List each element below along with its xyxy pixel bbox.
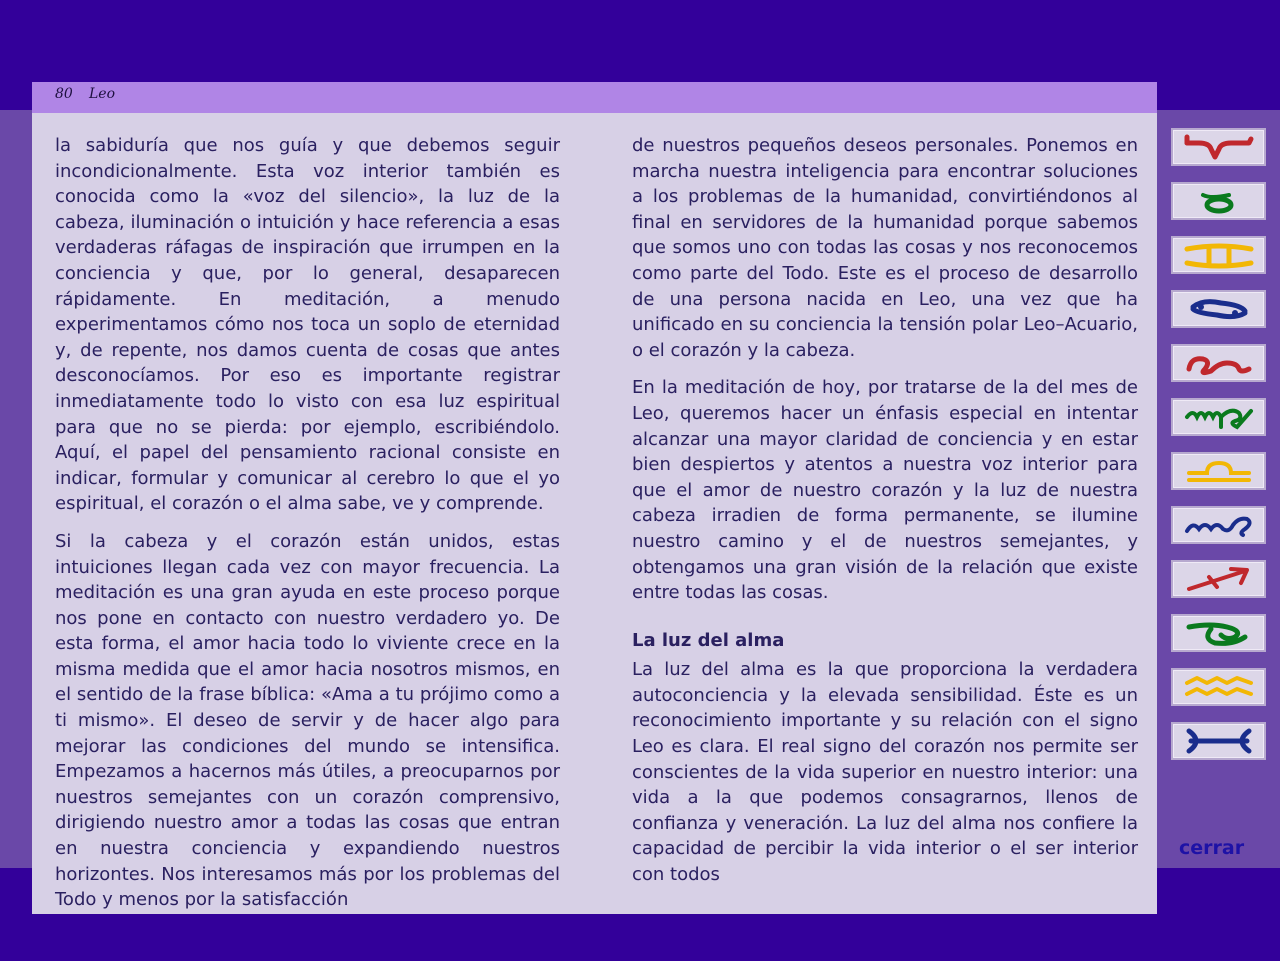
sagittarius-icon bbox=[1181, 565, 1257, 593]
zodiac-navigation bbox=[1171, 128, 1266, 776]
zodiac-button-sagittarius[interactable] bbox=[1171, 560, 1266, 598]
aries-icon bbox=[1181, 133, 1257, 161]
zodiac-button-virgo[interactable] bbox=[1171, 398, 1266, 436]
zodiac-button-leo[interactable] bbox=[1171, 344, 1266, 382]
close-link[interactable]: cerrar bbox=[1179, 837, 1245, 859]
paragraph: En la meditación de hoy, por tratarse de la del mes de Leo, queremos hacer un énfasis especial en intentar alcanzar una mayor claridad de conciencia y en estar bien despiertos y atentos a nuestra voz interior para que el amor de nuestro corazón y la luz de nuestra cabeza irradien de forma permanente, se ilumine nuestro camino y el de nuestros semejantes, y obtengamos una gran visión de la relación que existe entre todas las cosas. bbox=[632, 377, 1138, 604]
libra-icon bbox=[1181, 457, 1257, 485]
section-heading: La luz del alma bbox=[632, 629, 785, 651]
zodiac-button-cancer[interactable] bbox=[1171, 290, 1266, 328]
capricorn-icon bbox=[1181, 619, 1257, 647]
left-column bbox=[55, 133, 560, 925]
page-number: 80 bbox=[55, 86, 73, 102]
book-page bbox=[32, 82, 1157, 914]
paragraph: la sabiduría que nos guía y que debemos seguir incondicionalmente. Esta voz interior también es conocida como la «voz del silencio», la luz de la cabeza, iluminación o intuición y hace referencia a esas verdaderas ráfagas de inspiración que irrumpen en la conciencia y que, por lo general, desaparecen rápidamente. En meditación, a menudo experimentamos cómo nos toca un soplo de eternidad y, de repente, nos damos cuenta de cosas que antes desconocíamos. Por eso es importante registrar inmediatamente todo lo visto con esa luz espiritual para que no se pierda: por ejemplo, escribiéndolo. Aquí, el papel del pensamiento racional consiste en indicar, formular y comunicar al cerebro lo que el yo espiritual, el corazón o el alma sabe, ve y comprende. bbox=[55, 135, 560, 515]
scorpio-icon bbox=[1181, 511, 1257, 539]
zodiac-button-aquarius[interactable] bbox=[1171, 668, 1266, 706]
pisces-icon bbox=[1181, 727, 1257, 755]
zodiac-button-aries[interactable] bbox=[1171, 128, 1266, 166]
paragraph: La luz del alma es la que proporciona la verdadera autoconciencia y la elevada sensibilidad. Éste es un reconocimiento importante y su relación con el signo Leo es clara. El real signo del corazón nos permite ser conscientes de la vida superior en nuestro interior: una vida a la que podemos consagrarnos, llenos de confianza y veneración. La luz del alma nos confiere la capacidad de percibir la vida interior o el ser interior con todos bbox=[632, 659, 1138, 886]
zodiac-button-taurus[interactable] bbox=[1171, 182, 1266, 220]
page-header bbox=[32, 82, 1157, 113]
gemini-icon bbox=[1181, 241, 1257, 269]
right-column bbox=[632, 133, 1138, 900]
zodiac-button-pisces[interactable] bbox=[1171, 722, 1266, 760]
zodiac-button-capricorn[interactable] bbox=[1171, 614, 1266, 652]
zodiac-button-libra[interactable] bbox=[1171, 452, 1266, 490]
zodiac-button-gemini[interactable] bbox=[1171, 236, 1266, 274]
chapter-title: Leo bbox=[89, 86, 116, 102]
leo-icon bbox=[1181, 349, 1257, 377]
taurus-icon bbox=[1181, 187, 1257, 215]
paragraph: Si la cabeza y el corazón están unidos, estas intuiciones llegan cada vez con mayor frecuencia. La meditación es una gran ayuda en este proceso porque nos pone en contacto con nuestro verdadero yo. De esta forma, el amor hacia todo lo viviente crece en la misma medida que el amor hacia nosotros mismos, en el sentido de la frase bíblica: «Ama a tu prójimo como a ti mismo». El deseo de servir y de hacer algo para mejorar las condiciones del mundo se intensifica. Empezamos a hacernos más útiles, a preocuparnos por nuestros semejantes con un corazón comprensivo, dirigiendo nuestro amor a todas las cosas que entran en nuestra conciencia y expandiendo nuestros horizontes. Nos interesamos más por los problemas del Todo y menos por la satisfacción bbox=[55, 530, 560, 911]
paragraph: de nuestros pequeños deseos personales. Ponemos en marcha nuestra inteligencia para encontrar soluciones a los problemas de la humanidad, convirtiéndonos al final en servidores de la humanidad porque sabemos que somos uno con todas las cosas y nos reconocemos como parte del Todo. Este es el proceso de desarrollo de una persona nacida en Leo, una vez que ha unificado en su conciencia la tensión polar Leo–Acuario, o el corazón y la cabeza. bbox=[632, 135, 1138, 361]
virgo-icon bbox=[1181, 403, 1257, 431]
cancer-icon bbox=[1181, 295, 1257, 323]
zodiac-button-scorpio[interactable] bbox=[1171, 506, 1266, 544]
aquarius-icon bbox=[1181, 673, 1257, 701]
